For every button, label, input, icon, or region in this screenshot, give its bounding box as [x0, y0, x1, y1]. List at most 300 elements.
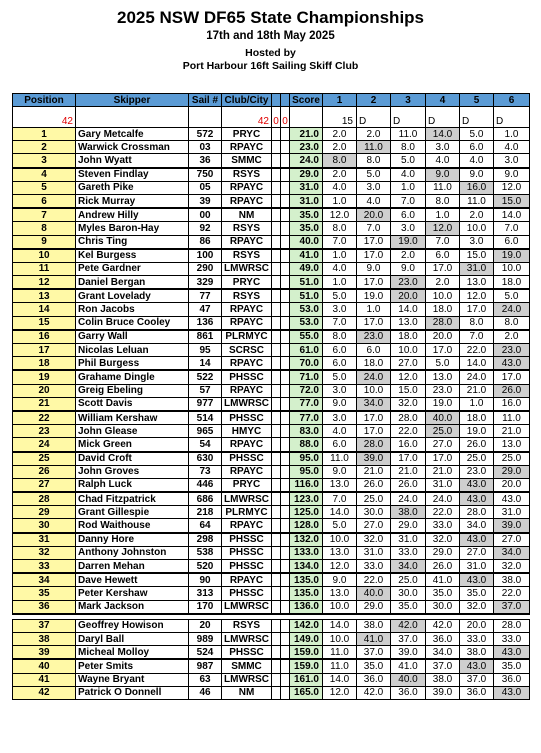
race-3-cell: 15.0 [391, 384, 426, 397]
race-1-cell: 1.0 [323, 276, 357, 290]
sub-race-2: D [357, 107, 391, 128]
race-2-cell: 1.0 [357, 303, 391, 316]
table-row [13, 519, 530, 533]
sail-cell: 861 [189, 330, 222, 344]
club-cell: RPAYC [222, 181, 272, 194]
club-cell: PHSSC [222, 452, 272, 466]
score-cell: 149.0 [290, 632, 323, 645]
blank-cell-a [272, 194, 281, 208]
race-3-cell: 16.0 [391, 438, 426, 452]
score-cell: 125.0 [290, 506, 323, 519]
race-6-cell: 29.0 [494, 465, 530, 478]
club-cell: RSYS [222, 619, 272, 632]
blank-cell-a [272, 478, 281, 492]
blank-cell-a [272, 222, 281, 235]
race-5-cell: 26.0 [460, 438, 494, 452]
sail-cell: 36 [189, 154, 222, 168]
blank-cell-a [272, 154, 281, 168]
race-1-cell: 3.0 [323, 303, 357, 316]
race-6-cell: 37.0 [494, 600, 530, 614]
blank-cell-b [281, 208, 290, 222]
race-6-cell: 36.0 [494, 673, 530, 686]
table-row [13, 154, 530, 168]
race-6-cell: 43.0 [494, 357, 530, 371]
race-3-cell: 11.0 [391, 128, 426, 141]
race-6-cell: 10.0 [494, 262, 530, 275]
score-cell: 135.0 [290, 587, 323, 600]
sub-race-4: D [426, 107, 460, 128]
race-6-cell: 19.0 [494, 249, 530, 263]
club-cell: RSYS [222, 222, 272, 235]
skipper-cell: Daryl Ball [76, 632, 189, 645]
skipper-cell: Myles Baron-Hay [76, 222, 189, 235]
race-2-cell: 17.0 [357, 276, 391, 290]
race-1-cell: 9.0 [323, 465, 357, 478]
race-4-cell: 25.0 [426, 425, 460, 438]
blank-cell-b [281, 506, 290, 519]
sail-cell: 524 [189, 646, 222, 660]
race-4-cell: 14.0 [426, 128, 460, 141]
position-cell: 21 [13, 397, 76, 411]
race-3-cell: 18.0 [391, 330, 426, 344]
position-cell: 15 [13, 316, 76, 330]
table-row [13, 573, 530, 587]
club-cell: RPAYC [222, 573, 272, 587]
race-5-cell: 43.0 [460, 478, 494, 492]
score-cell: 31.0 [290, 181, 323, 194]
blank-cell-b [281, 370, 290, 384]
race-2-cell: 6.0 [357, 344, 391, 357]
race-5-cell: 13.0 [460, 276, 494, 290]
race-3-cell: 10.0 [391, 344, 426, 357]
race-5-cell: 27.0 [460, 546, 494, 559]
race-5-cell: 4.0 [460, 154, 494, 168]
table-row [13, 208, 530, 222]
race-2-cell: 29.0 [357, 600, 391, 614]
table-row [13, 316, 530, 330]
blank-cell-b [281, 128, 290, 141]
skipper-cell: Ron Jacobs [76, 303, 189, 316]
skipper-cell: Kel Burgess [76, 249, 189, 263]
sub-header-row [13, 107, 530, 128]
race-1-cell: 11.0 [323, 659, 357, 673]
race-5-cell: 43.0 [460, 659, 494, 673]
position-cell: 37 [13, 619, 76, 632]
blank-cell-b [281, 330, 290, 344]
score-cell: 88.0 [290, 438, 323, 452]
blank-cell-a [272, 506, 281, 519]
sail-cell: 977 [189, 397, 222, 411]
blank-cell-b [281, 235, 290, 249]
club-cell: PLRMYC [222, 506, 272, 519]
position-cell: 1 [13, 128, 76, 141]
position-cell: 4 [13, 168, 76, 182]
skipper-cell: Patrick O Donnell [76, 686, 189, 699]
race-5-cell: 43.0 [460, 533, 494, 547]
race-3-cell: 28.0 [391, 411, 426, 425]
club-cell: SMMC [222, 154, 272, 168]
blank-cell-a [272, 235, 281, 249]
race-1-cell: 5.0 [323, 519, 357, 533]
sail-cell: 54 [189, 438, 222, 452]
skipper-cell: John Wyatt [76, 154, 189, 168]
skipper-cell: Chris Ting [76, 235, 189, 249]
race-2-cell: 3.0 [357, 181, 391, 194]
position-cell: 13 [13, 289, 76, 303]
score-cell: 53.0 [290, 316, 323, 330]
table-row [13, 560, 530, 574]
race-4-cell: 4.0 [426, 154, 460, 168]
position-cell: 2 [13, 141, 76, 154]
race-5-cell: 5.0 [460, 128, 494, 141]
race-2-cell: 17.0 [357, 411, 391, 425]
position-cell: 7 [13, 208, 76, 222]
race-3-cell: 38.0 [391, 506, 426, 519]
skipper-cell: Gareth Pike [76, 181, 189, 194]
club-cell: RPAYC [222, 141, 272, 154]
skipper-cell: Peter Smits [76, 659, 189, 673]
blank-cell-b [281, 249, 290, 263]
race-1-cell: 10.0 [323, 600, 357, 614]
blank-cell-b [281, 546, 290, 559]
race-6-cell: 9.0 [494, 168, 530, 182]
race-1-cell: 8.0 [323, 330, 357, 344]
blank-cell-a [272, 619, 281, 632]
skipper-cell: Grahame Dingle [76, 370, 189, 384]
sail-cell: 47 [189, 303, 222, 316]
sail-cell: 57 [189, 384, 222, 397]
col-blank-b [281, 94, 290, 107]
club-cell: RPAYC [222, 316, 272, 330]
race-3-cell: 3.0 [391, 222, 426, 235]
club-cell: SMMC [222, 659, 272, 673]
blank-cell-a [272, 181, 281, 194]
race-1-cell: 3.0 [323, 384, 357, 397]
sail-cell: 218 [189, 506, 222, 519]
col-club: Club/City [222, 94, 272, 107]
blank-cell-a [272, 168, 281, 182]
club-cell: LMWRSC [222, 492, 272, 506]
sail-cell: 514 [189, 411, 222, 425]
race-5-cell: 43.0 [460, 492, 494, 506]
blank-cell-a [272, 632, 281, 645]
skipper-cell: Micheal Molloy [76, 646, 189, 660]
blank-cell-a [272, 425, 281, 438]
race-5-cell: 8.0 [460, 316, 494, 330]
club-cell: PRYC [222, 276, 272, 290]
position-cell: 14 [13, 303, 76, 316]
race-5-cell: 36.0 [460, 686, 494, 699]
club-cell: RPAYC [222, 235, 272, 249]
table-row [13, 425, 530, 438]
race-1-cell: 4.0 [323, 425, 357, 438]
skipper-cell: John Glease [76, 425, 189, 438]
position-cell: 34 [13, 573, 76, 587]
event-dates: 17th and 18th May 2025 [206, 30, 335, 42]
race-6-cell: 17.0 [494, 370, 530, 384]
blank-cell-b [281, 452, 290, 466]
race-1-cell: 2.0 [323, 168, 357, 182]
table-row [13, 659, 530, 673]
position-cell: 28 [13, 492, 76, 506]
race-6-cell: 32.0 [494, 560, 530, 574]
race-1-cell: 6.0 [323, 438, 357, 452]
position-cell: 3 [13, 154, 76, 168]
race-4-cell: 17.0 [426, 262, 460, 275]
table-row [13, 492, 530, 506]
race-5-cell: 11.0 [460, 194, 494, 208]
race-2-cell: 18.0 [357, 357, 391, 371]
position-cell: 35 [13, 587, 76, 600]
race-4-cell: 23.0 [426, 384, 460, 397]
skipper-cell: Grant Lovelady [76, 289, 189, 303]
position-cell: 30 [13, 519, 76, 533]
blank-cell-b [281, 686, 290, 699]
race-6-cell: 21.0 [494, 425, 530, 438]
race-6-cell: 2.0 [494, 330, 530, 344]
race-3-cell: 23.0 [391, 276, 426, 290]
table-row [13, 330, 530, 344]
blank-cell-b [281, 303, 290, 316]
blank-cell-b [281, 587, 290, 600]
skipper-cell: Rod Waithouse [76, 519, 189, 533]
hosted-by-label: Hosted by [245, 47, 296, 59]
race-2-cell: 17.0 [357, 249, 391, 263]
race-6-cell: 5.0 [494, 289, 530, 303]
sail-cell: 03 [189, 141, 222, 154]
results-body [13, 128, 530, 700]
race-6-cell: 23.0 [494, 344, 530, 357]
sail-cell: 90 [189, 573, 222, 587]
race-1-cell: 14.0 [323, 673, 357, 686]
blank-cell-b [281, 397, 290, 411]
position-cell: 25 [13, 452, 76, 466]
race-5-cell: 19.0 [460, 425, 494, 438]
club-cell: SCRSC [222, 344, 272, 357]
position-cell: 18 [13, 357, 76, 371]
race-1-cell: 8.0 [323, 154, 357, 168]
col-skipper: Skipper [76, 94, 189, 107]
race-2-cell: 22.0 [357, 573, 391, 587]
race-2-cell: 2.0 [357, 128, 391, 141]
race-5-cell: 31.0 [460, 262, 494, 275]
position-cell: 9 [13, 235, 76, 249]
table-row [13, 587, 530, 600]
table-row [13, 303, 530, 316]
col-race-2: 2 [357, 94, 391, 107]
race-2-cell: 23.0 [357, 330, 391, 344]
skipper-cell: David Croft [76, 452, 189, 466]
race-5-cell: 37.0 [460, 673, 494, 686]
race-6-cell: 4.0 [494, 141, 530, 154]
race-2-cell: 38.0 [357, 619, 391, 632]
race-2-cell: 33.0 [357, 560, 391, 574]
score-cell: 21.0 [290, 128, 323, 141]
table-row [13, 194, 530, 208]
race-6-cell: 43.0 [494, 646, 530, 660]
race-2-cell: 39.0 [357, 452, 391, 466]
race-1-cell: 10.0 [323, 533, 357, 547]
blank-cell-a [272, 316, 281, 330]
sail-cell: 329 [189, 276, 222, 290]
race-5-cell: 7.0 [460, 330, 494, 344]
race-2-cell: 17.0 [357, 316, 391, 330]
blank-cell-a [272, 686, 281, 699]
sail-cell: 136 [189, 316, 222, 330]
club-cell: NM [222, 686, 272, 699]
blank-cell-b [281, 632, 290, 645]
race-3-cell: 21.0 [391, 465, 426, 478]
club-cell: PHSSC [222, 560, 272, 574]
race-5-cell: 15.0 [460, 249, 494, 263]
blank-cell-a [272, 600, 281, 614]
sub-race-6: D [494, 107, 530, 128]
race-2-cell: 5.0 [357, 168, 391, 182]
race-3-cell: 12.0 [391, 370, 426, 384]
race-2-cell: 4.0 [357, 194, 391, 208]
score-cell: 165.0 [290, 686, 323, 699]
race-3-cell: 19.0 [391, 235, 426, 249]
race-2-cell: 10.0 [357, 384, 391, 397]
skipper-cell: Colin Bruce Cooley [76, 316, 189, 330]
table-row [13, 533, 530, 547]
race-1-cell: 11.0 [323, 646, 357, 660]
blank-cell-a [272, 249, 281, 263]
race-3-cell: 17.0 [391, 452, 426, 466]
race-4-cell: 42.0 [426, 619, 460, 632]
race-4-cell: 30.0 [426, 600, 460, 614]
blank-cell-b [281, 262, 290, 275]
skipper-cell: Warwick Crossman [76, 141, 189, 154]
race-6-cell: 35.0 [494, 659, 530, 673]
sail-cell: 446 [189, 478, 222, 492]
position-cell: 6 [13, 194, 76, 208]
race-3-cell: 41.0 [391, 659, 426, 673]
position-cell: 36 [13, 600, 76, 614]
race-2-cell: 17.0 [357, 235, 391, 249]
race-6-cell: 11.0 [494, 411, 530, 425]
race-3-cell: 33.0 [391, 546, 426, 559]
race-2-cell: 21.0 [357, 465, 391, 478]
table-row [13, 276, 530, 290]
race-2-cell: 32.0 [357, 533, 391, 547]
sail-cell: 538 [189, 546, 222, 559]
race-3-cell: 32.0 [391, 397, 426, 411]
blank-cell-b [281, 465, 290, 478]
skipper-cell: Peter Kershaw [76, 587, 189, 600]
race-5-cell: 2.0 [460, 208, 494, 222]
race-1-cell: 7.0 [323, 316, 357, 330]
skipper-cell: Greig Ebeling [76, 384, 189, 397]
race-3-cell: 6.0 [391, 208, 426, 222]
race-3-cell: 5.0 [391, 154, 426, 168]
score-cell: 61.0 [290, 344, 323, 357]
race-4-cell: 32.0 [426, 533, 460, 547]
score-cell: 135.0 [290, 573, 323, 587]
skipper-cell: Anthony Johnston [76, 546, 189, 559]
race-2-cell: 7.0 [357, 222, 391, 235]
race-4-cell: 11.0 [426, 181, 460, 194]
position-cell: 39 [13, 646, 76, 660]
race-4-cell: 17.0 [426, 452, 460, 466]
sail-cell: 630 [189, 452, 222, 466]
table-row [13, 478, 530, 492]
sail-cell: 313 [189, 587, 222, 600]
sail-cell: 965 [189, 425, 222, 438]
race-5-cell: 17.0 [460, 303, 494, 316]
blank-cell-b [281, 411, 290, 425]
race-3-cell: 24.0 [391, 492, 426, 506]
race-4-cell: 38.0 [426, 673, 460, 686]
col-score: Score [290, 94, 323, 107]
score-cell: 133.0 [290, 546, 323, 559]
race-4-cell: 26.0 [426, 560, 460, 574]
blank-cell-a [272, 465, 281, 478]
race-1-cell: 2.0 [323, 141, 357, 154]
table-row [13, 506, 530, 519]
race-2-cell: 17.0 [357, 425, 391, 438]
score-cell: 142.0 [290, 619, 323, 632]
race-4-cell: 12.0 [426, 222, 460, 235]
race-6-cell: 43.0 [494, 492, 530, 506]
race-6-cell: 12.0 [494, 181, 530, 194]
race-6-cell: 26.0 [494, 384, 530, 397]
club-cell: PLRMYC [222, 330, 272, 344]
race-6-cell: 14.0 [494, 208, 530, 222]
sub-blank [189, 107, 222, 128]
position-cell: 29 [13, 506, 76, 519]
sail-cell: 572 [189, 128, 222, 141]
race-3-cell: 34.0 [391, 560, 426, 574]
skipper-cell: Andrew Hilly [76, 208, 189, 222]
club-cell: PRYC [222, 478, 272, 492]
race-2-cell: 35.0 [357, 659, 391, 673]
race-4-cell: 33.0 [426, 519, 460, 533]
club-cell: LMWRSC [222, 673, 272, 686]
race-1-cell: 7.0 [323, 235, 357, 249]
blank-cell-a [272, 452, 281, 466]
blank-cell-b [281, 438, 290, 452]
table-row [13, 438, 530, 452]
race-1-cell: 1.0 [323, 249, 357, 263]
table-row [13, 262, 530, 275]
blank-cell-a [272, 262, 281, 275]
race-6-cell: 28.0 [494, 619, 530, 632]
blank-cell-b [281, 357, 290, 371]
score-cell: 72.0 [290, 384, 323, 397]
race-4-cell: 21.0 [426, 465, 460, 478]
blank-cell-b [281, 168, 290, 182]
sub-race-3: D [391, 107, 426, 128]
table-row [13, 357, 530, 371]
race-3-cell: 39.0 [391, 646, 426, 660]
race-6-cell: 39.0 [494, 519, 530, 533]
race-4-cell: 27.0 [426, 438, 460, 452]
sail-cell: 95 [189, 344, 222, 357]
club-cell: RPAYC [222, 438, 272, 452]
skipper-cell: Daniel Bergan [76, 276, 189, 290]
blank-cell-b [281, 154, 290, 168]
blank-cell-b [281, 519, 290, 533]
col-race-4: 4 [426, 94, 460, 107]
race-3-cell: 13.0 [391, 316, 426, 330]
table-row [13, 222, 530, 235]
club-cell: NM [222, 208, 272, 222]
score-cell: 31.0 [290, 194, 323, 208]
sail-cell: 750 [189, 168, 222, 182]
blank-cell-b [281, 194, 290, 208]
race-5-cell: 18.0 [460, 411, 494, 425]
